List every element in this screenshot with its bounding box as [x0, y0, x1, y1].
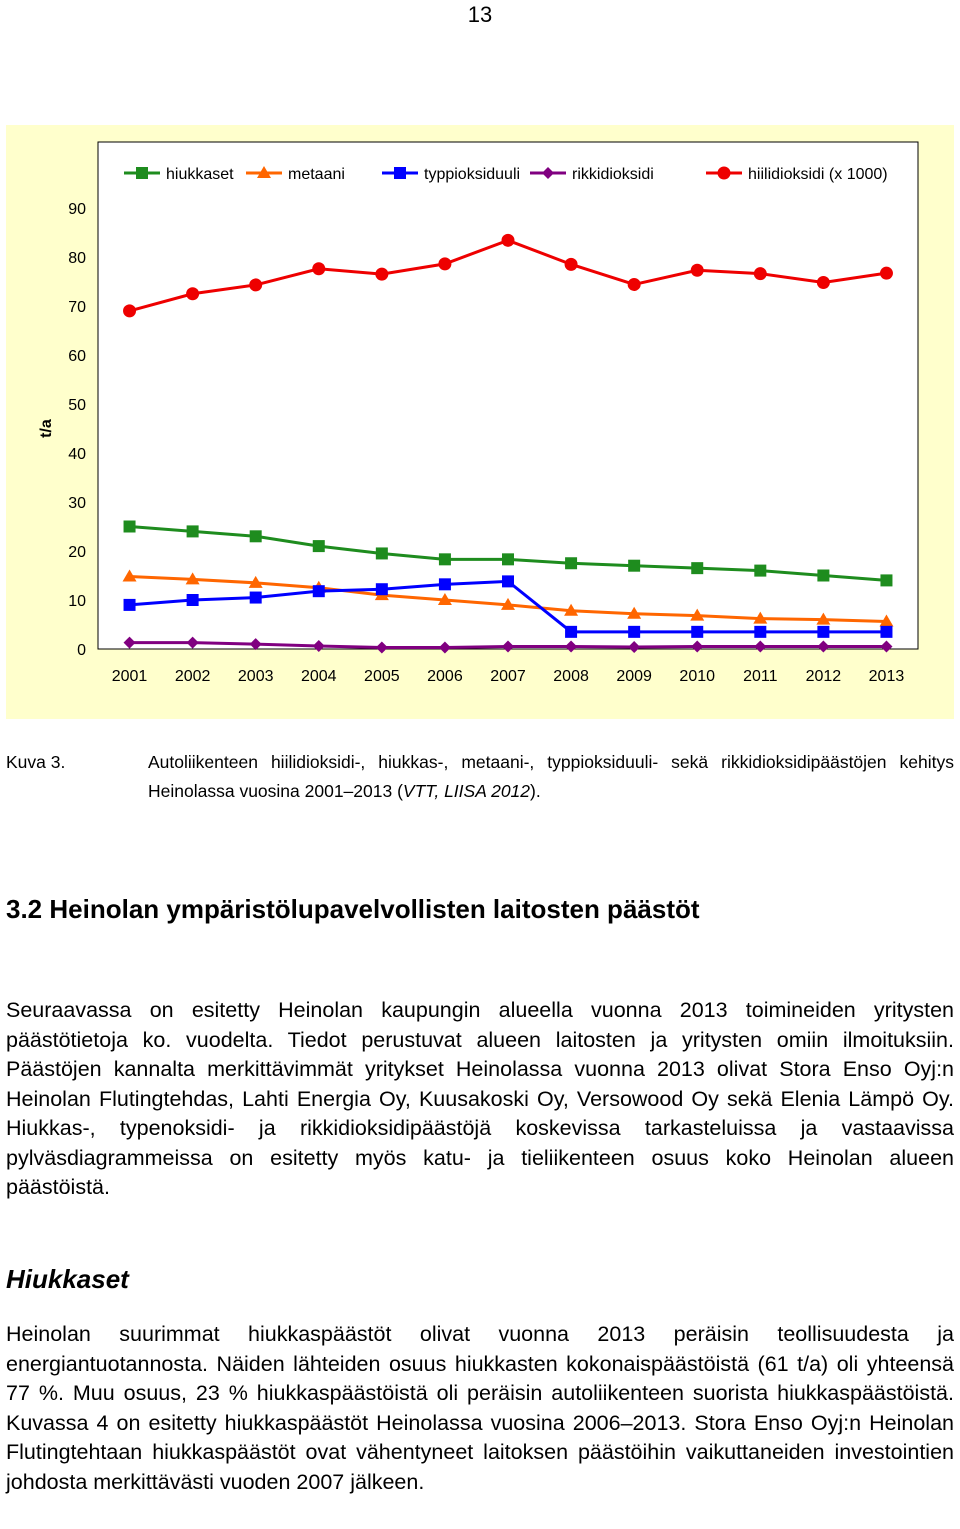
data-point: [124, 521, 136, 533]
data-point: [439, 578, 451, 590]
data-point: [375, 268, 388, 281]
data-point: [754, 626, 766, 638]
data-point: [312, 262, 325, 275]
x-tick-label: 2004: [300, 668, 337, 685]
x-tick-label: 2009: [616, 668, 652, 685]
y-axis-label: t/a: [38, 419, 55, 438]
x-tick-label: 2003: [237, 668, 274, 685]
data-point: [186, 287, 199, 300]
data-point: [817, 570, 829, 582]
y-tick-label: 30: [68, 495, 86, 512]
y-tick-label: 40: [68, 446, 86, 463]
section-heading: 3.2 Heinolan ympäristölupavelvollisten laitosten päästöt: [6, 894, 700, 924]
legend-label: hiilidioksidi (x 1000): [748, 166, 888, 183]
y-tick-label: 20: [68, 544, 86, 561]
legend-marker: [136, 167, 148, 179]
data-point: [376, 583, 388, 595]
y-tick-label: 60: [68, 348, 86, 365]
data-point: [502, 553, 514, 565]
data-point: [880, 267, 893, 280]
data-point: [250, 530, 262, 542]
x-tick-label: 2008: [553, 668, 589, 685]
data-point: [817, 276, 830, 289]
legend-marker: [718, 167, 731, 180]
y-tick-label: 0: [77, 642, 86, 659]
legend-marker: [394, 167, 406, 179]
legend-label: typpioksiduuli: [424, 166, 521, 183]
data-point: [249, 278, 262, 291]
data-point: [439, 553, 451, 565]
y-tick-label: 70: [68, 299, 86, 316]
data-point: [691, 626, 703, 638]
x-tick-label: 2002: [174, 668, 211, 685]
data-point: [754, 565, 766, 577]
data-point: [565, 557, 577, 569]
y-tick-label: 80: [68, 250, 86, 267]
data-point: [628, 560, 640, 572]
legend-label: hiukkaset: [166, 166, 234, 183]
x-tick-label: 2007: [490, 668, 526, 685]
caption-label: Kuva 3.: [6, 752, 66, 772]
data-point: [313, 585, 325, 597]
page-number: 13: [467, 2, 493, 27]
data-point: [565, 258, 578, 271]
legend-label: rikkidioksidi: [572, 166, 654, 183]
data-point: [124, 599, 136, 611]
data-point: [565, 626, 577, 638]
caption-text-before: Autoliikenteen hiilidioksidi-, hiukkas-, metaani-, typpioksiduuli- sekä rikkidioksidipäästöjen kehitys Heinolassa vuosina 2001–2013 (: [148, 752, 954, 801]
caption-text: [148, 748, 954, 806]
subsection-heading: Hiukkaset: [6, 1264, 129, 1294]
y-tick-label: 90: [68, 201, 86, 218]
data-point: [628, 626, 640, 638]
x-tick-label: 2012: [805, 668, 842, 685]
data-point: [754, 267, 767, 280]
data-point: [502, 575, 514, 587]
chart-canvas: [6, 125, 954, 719]
data-point: [123, 304, 136, 317]
emissions-line-chart: [6, 125, 954, 719]
data-point: [187, 594, 199, 606]
x-tick-label: 2010: [679, 668, 716, 685]
data-point: [628, 278, 641, 291]
data-point: [250, 592, 262, 604]
caption-text-after: ).: [530, 781, 541, 801]
y-tick-label: 50: [68, 397, 86, 414]
section-paragraph: Seuraavassa on esitetty Heinolan kaupungin alueella vuonna 2013 toimineiden yritysten päästötietoja ko. vuodelta. Tiedot perustuvat alueen laitosten ja yritysten omiin ilmoituksiin. Päästöjen kannalta merkittävimmät yritykset Heinolassa vuonna 2013 olivat Stora Enso Oyj:n Heinolan Flutingtehdas, Lahti Energia Oy, Kuusakoski Oy, Versowood Oy sekä Elenia Lämpö Oy. Hiukkas-, typenoksidi- ja rikkidioksidipäästöjä koskevissa tarkasteluissa ja vastaavissa pylväsdiagrammeissa on esitetty myös katu- ja tieliikenteen osuus koko Heinolan alueen päästöistä.: [6, 998, 954, 1199]
data-point: [691, 264, 704, 277]
data-point: [376, 547, 388, 559]
data-point: [691, 562, 703, 574]
data-point: [313, 540, 325, 552]
data-point: [502, 234, 515, 247]
x-tick-label: 2001: [111, 668, 148, 685]
legend-label: metaani: [288, 166, 345, 183]
data-point: [438, 257, 451, 270]
caption-source: VTT, LIISA 2012: [402, 781, 531, 801]
x-tick-label: 2006: [427, 668, 463, 685]
y-tick-label: 10: [68, 593, 86, 610]
data-point: [880, 574, 892, 586]
x-tick-label: 2013: [868, 668, 905, 685]
x-tick-label: 2011: [743, 668, 778, 685]
subsection-paragraph: Heinolan suurimmat hiukkaspäästöt olivat vuonna 2013 peräisin teollisuudesta ja energiantuotannosta. Näiden lähteiden osuus hiukkasten kokonaispäästöistä (61 t/a) oli yhteensä 77 %. Muu osuus, 23 % hiukkaspäästöistä oli peräisin autoliikenteen suorista hiukkaspäästöistä. Kuvassa 4 on esitetty hiukkaspäästöt Heinolassa vuosina 2006–2013. Stora Enso Oyj:n Heinolan Flutingtehtaan hiukkaspäästöt ovat vähentyneet laitoksen päästöihin vaikuttaneiden investointien johdosta merkittävästi vuoden 2007 jälkeen.: [6, 1322, 954, 1494]
x-tick-label: 2005: [364, 668, 400, 685]
data-point: [817, 626, 829, 638]
data-point: [187, 525, 199, 537]
data-point: [880, 626, 892, 638]
